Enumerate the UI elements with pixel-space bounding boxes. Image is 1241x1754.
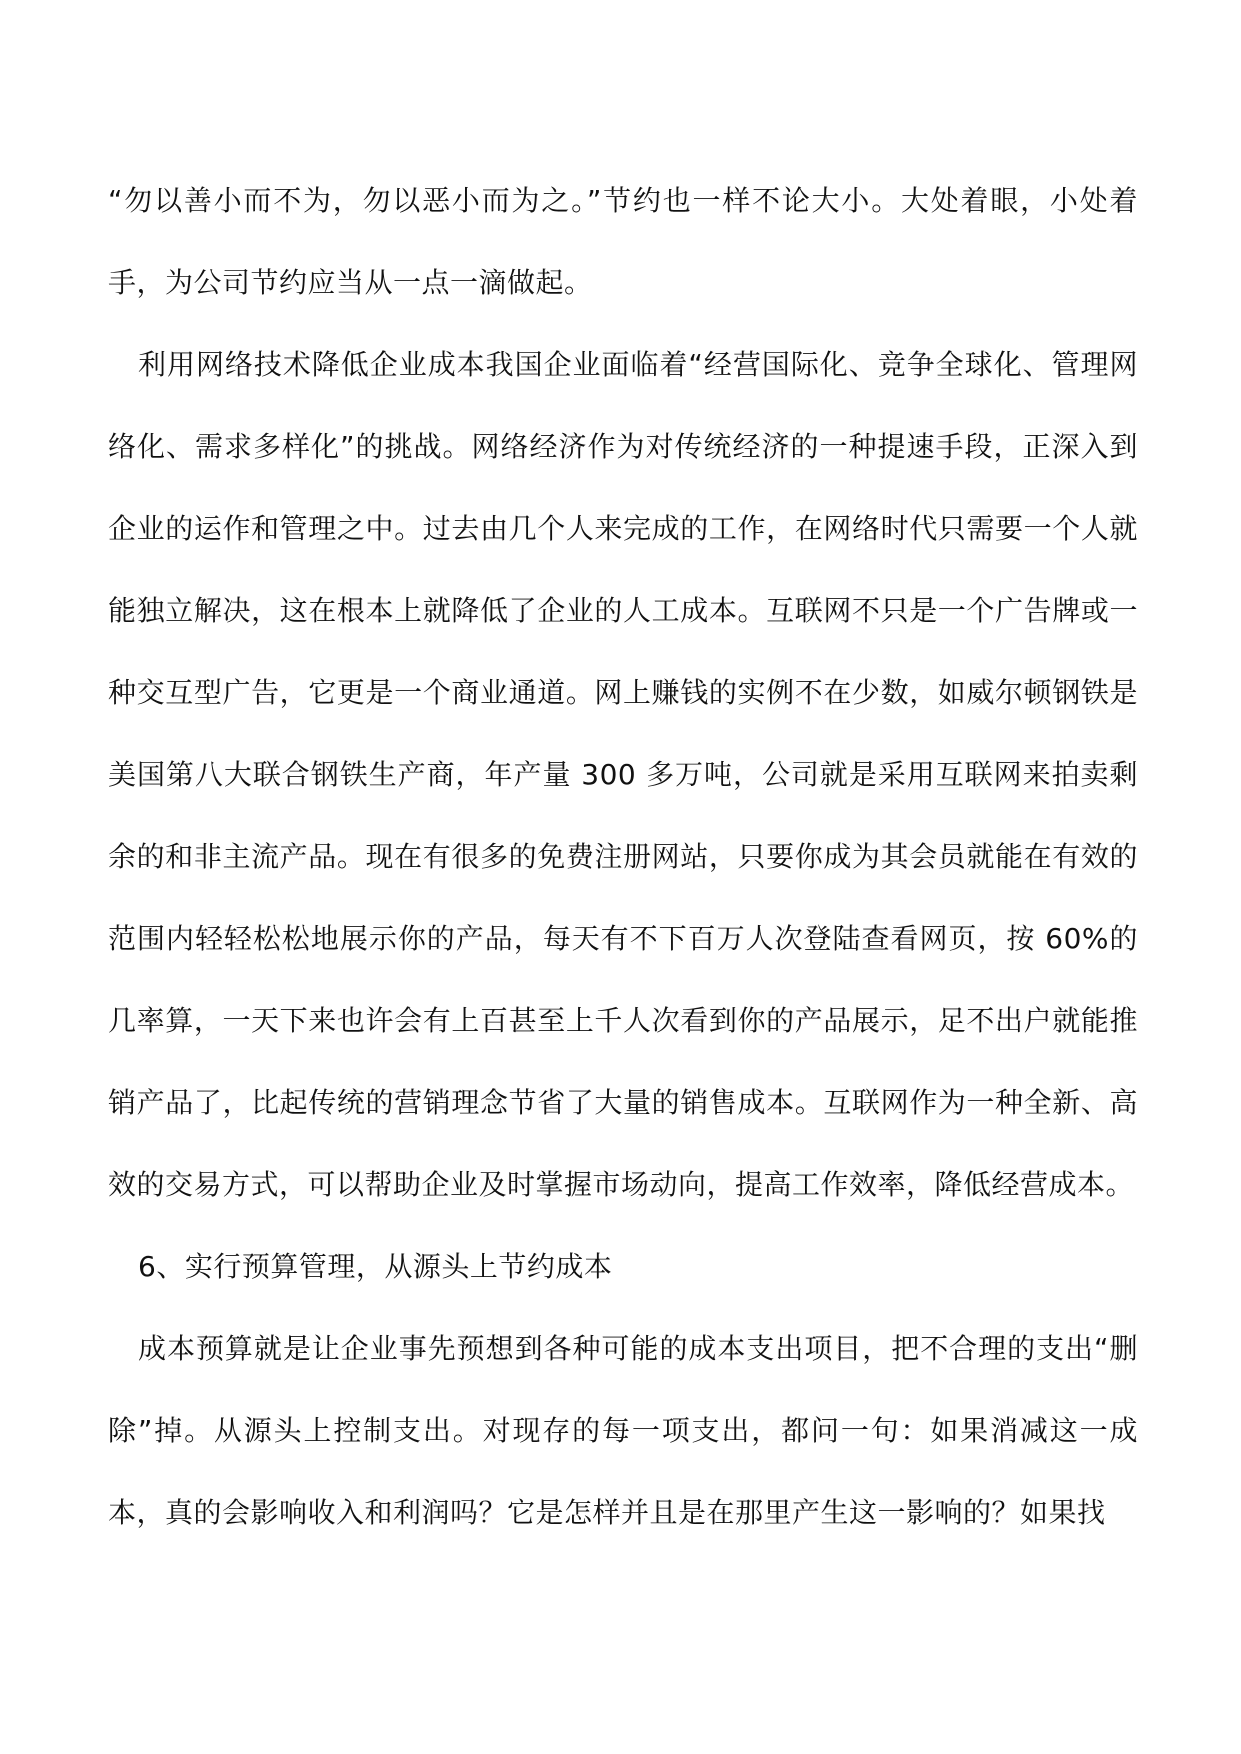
document-body (108, 160, 1138, 1554)
paragraph-network-cost: 利用网络技术降低企业成本我国企业面临着“经营国际化、竞争全球化、管理网络化、需求多样化”的挑战。网络经济作为对传统经济的一种提速手段，正深入到企业的运作和管理之中。过去由几个人来完成的工作，在网络时代只需要一个人就能独立解决，这在根本上就降低了企业的人工成本。互联网不只是一个广告牌或一种交互型广告，它更是一个商业通道。网上赚钱的实例不在少数，如威尔顿钢铁是美国第八大联合钢铁生产商，年产量 300 多万吨，公司就是采用互联网来拍卖剩余的和非主流产品。现在有很多的免费注册网站，只要你成为其会员就能在有效的范围内轻轻松松地展示你的产品，每天有不下百万人次登陆查看网页，按 60%的几率算，一天下来也许会有上百甚至上千人次看到你的产品展示，足不出户就能推销产品了，比起传统的营销理念节省了大量的销售成本。互联网作为一种全新、高效的交易方式，可以帮助企业及时掌握市场动向，提高工作效率，降低经营成本。 (108, 348, 1138, 1201)
paragraph-budget: 成本预算就是让企业事先预想到各种可能的成本支出项目，把不合理的支出“删除”掉。从源头上控制支出。对现存的每一项支出，都问一句：如果消减这一成本，真的会影响收入和利润吗？它是怎样并且是在那里产生这一影响的？如果找 (108, 1332, 1138, 1529)
section-heading-budget: 6、实行预算管理，从源头上节约成本 (138, 1250, 613, 1283)
paragraph-proverb: “勿以善小而不为，勿以恶小而为之。”节约也一样不论大小。大处着眼，小处着手，为公司节约应当从一点一滴做起。 (108, 184, 1138, 299)
